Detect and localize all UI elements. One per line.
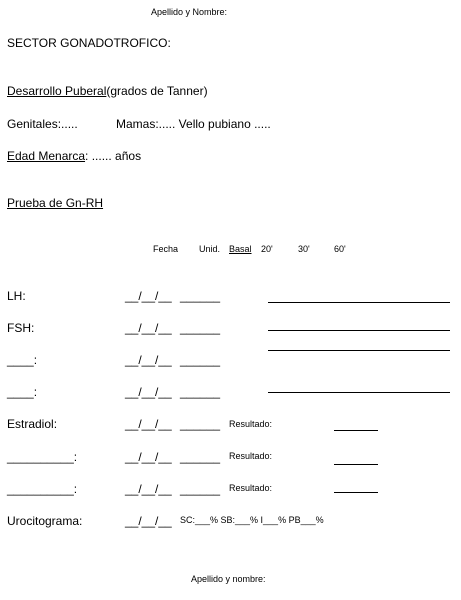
col-60: 60' [334,244,346,254]
genitales-field: Genitales:..... [7,117,78,131]
blank4-result-line [334,492,378,493]
blank2-date: __/__/__ [125,385,172,399]
blank1-label: ____: [7,353,38,367]
mamas-vello-field: Mamas:..... Vello pubiano ..... [116,117,271,131]
estradiol-label: Estradiol: [7,417,58,431]
estradiol-result-label: Resultado: [229,419,273,429]
lh-result-line [268,302,450,303]
urocito-date: __/__/__ [125,514,172,528]
blank2-unit: ______ [180,385,221,399]
blank1-date: __/__/__ [125,353,172,367]
lh-label: LH: [7,289,26,303]
blank3-result-label: Resultado: [229,451,273,461]
blank1-unit: ______ [180,353,221,367]
menarca-field [7,150,141,162]
blank4-label: __________: [7,482,78,496]
fsh-label: FSH: [7,321,35,335]
col-fecha: Fecha [153,244,179,254]
estradiol-unit: ______ [180,417,221,431]
blank2-label: ____: [7,385,38,399]
menarca-rest: : ...... años [85,149,142,163]
gnrh-title: Prueba de Gn-RH [7,196,104,210]
col-20: 20' [261,244,273,254]
blank3-date: __/__/__ [125,450,172,464]
section-title: SECTOR GONADOTROFICO: [7,36,171,50]
col-30: 30' [298,244,310,254]
fsh-result-line [268,330,450,331]
blank2-result-line [268,392,450,393]
blank3-unit: ______ [180,450,221,464]
lh-date: __/__/__ [125,289,172,303]
pubertal-title-rest: (grados de Tanner) [106,84,208,98]
pubertal-title [7,85,208,97]
fsh-unit: ______ [180,321,221,335]
col-basal: Basal [229,244,252,254]
fsh-date: __/__/__ [125,321,172,335]
blank4-result-label: Resultado: [229,483,273,493]
blank3-label: __________: [7,450,78,464]
header-name-label: Apellido y Nombre: [151,7,228,17]
footer-name-label: Apellido y nombre: [191,574,266,584]
urocito-label: Urocitograma: [7,514,83,528]
pubertal-title-underlined: Desarrollo Puberal [7,84,107,98]
menarca-label: Edad Menarca [7,149,86,163]
blank3-result-line [334,464,378,465]
col-unid: Unid. [199,244,221,254]
lh-unit: ______ [180,289,221,303]
fsh-result-line-2 [268,350,450,351]
estradiol-date: __/__/__ [125,417,172,431]
urocito-detail: SC:___% SB:___% I___% PB___% [180,515,324,525]
estradiol-result-line [334,430,378,431]
blank4-unit: ______ [180,482,221,496]
blank4-date: __/__/__ [125,482,172,496]
